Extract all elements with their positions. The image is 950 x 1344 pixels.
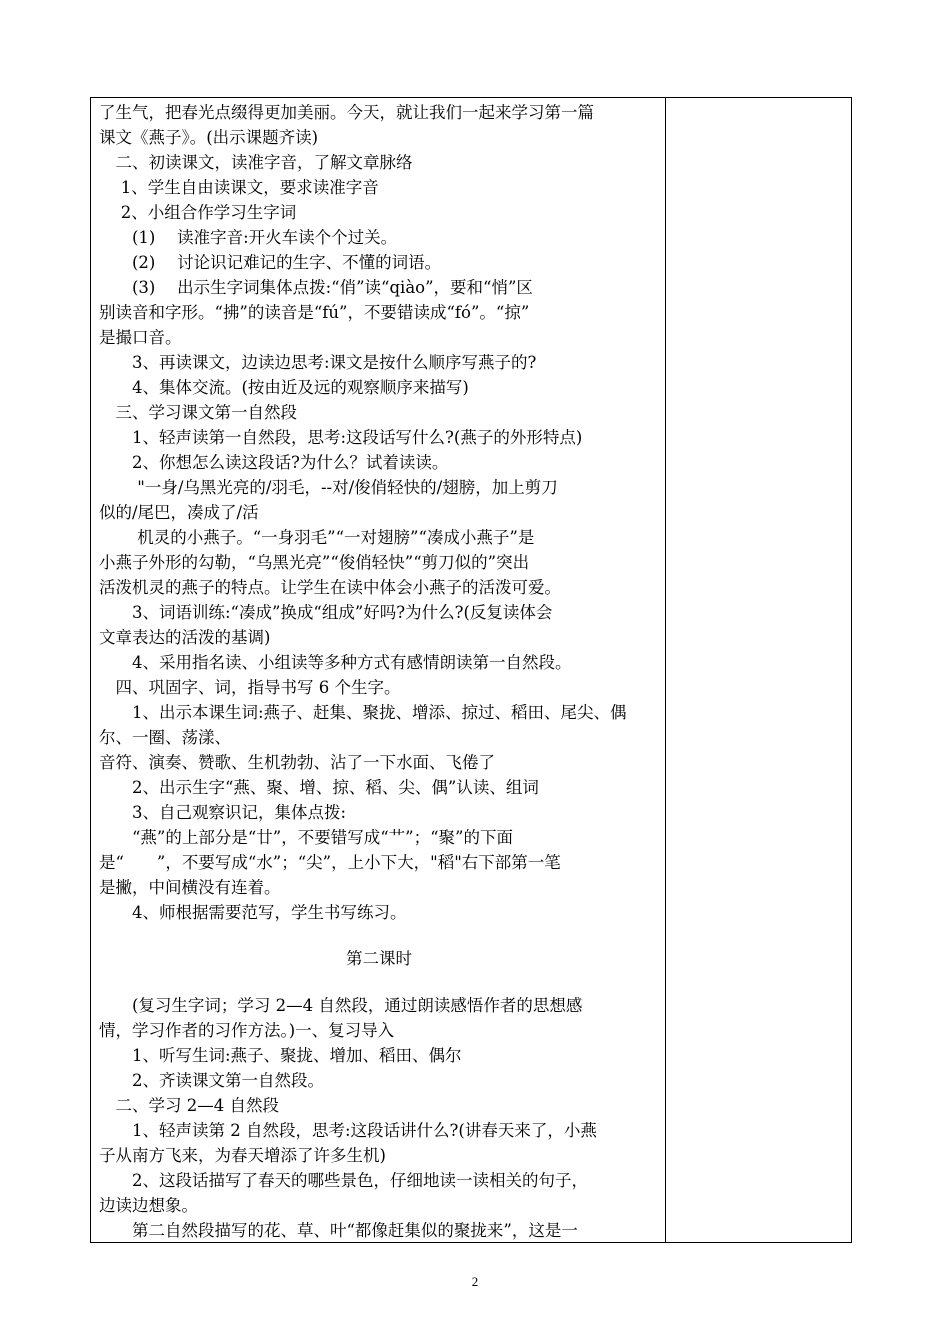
text-line: 1、学生自由读课文，要求读准字音: [99, 178, 379, 197]
text-line: 尔、一圈、荡漾、: [99, 728, 231, 747]
text-line: 三、学习课文第一自然段: [99, 403, 297, 422]
text-line: 情，学习作者的习作方法。)一、复习导入: [99, 1021, 395, 1040]
text-line: 4、集体交流。(按由近及远的观察顺序来描写): [99, 378, 469, 397]
text-line: 2、你想怎么读这段话?为什么？试着读读。: [99, 453, 449, 472]
text-line: 第二自然段描写的花、草、叶“都像赶集似的聚拢来”，这是一: [99, 1221, 578, 1240]
text-line: 别读音和字形。“拂”的读音是“fú”，不要错读成“fó”。“掠”: [99, 303, 530, 322]
text-line: 1、轻声读第 2 自然段，思考:这段话讲什么?(讲春天来了，小燕: [99, 1121, 597, 1140]
text-line: (3) 出示生字词集体点拨:“俏”读“qiào”，要和“悄”区: [99, 278, 533, 297]
page-number: 2: [471, 1274, 479, 1289]
text-line: 是撇，中间横没有连着。: [99, 878, 281, 897]
text-line: 子从南方飞来，为春天增添了许多生机): [99, 1146, 386, 1165]
text-line: 是撮口音。: [99, 328, 182, 347]
text-line: 1、轻声读第一自然段，思考:这段话写什么?(燕子的外形特点): [99, 428, 583, 447]
text-line: "一身/乌黑光亮的/羽毛，--对/俊俏轻快的/翅膀，加上剪刀: [99, 478, 558, 497]
text-line: (2) 讨论识记难记的生字、不懂的词语。: [99, 253, 442, 272]
text-line: 2、小组合作学习生字词: [99, 203, 297, 222]
text-line: 似的/尾巴，凑成了/活: [99, 503, 259, 522]
text-line: (1) 读准字音:开火车读个个过关。: [99, 228, 398, 247]
text-line: 音符、演奏、赞歌、生机勃勃、沾了一下水面、飞倦了: [99, 753, 495, 772]
lesson-plan-table: [90, 97, 852, 1243]
text-line: “燕”的上部分是“廿”，不要错写成“艹”；“聚”的下面: [99, 828, 513, 847]
text-line: 2、齐读课文第一自然段。: [99, 1071, 324, 1090]
text-line: 2、出示生字“燕、聚、增、掠、稻、尖、偶”认读、组词: [99, 778, 539, 797]
text-line: 二、学习 2—4 自然段: [99, 1096, 279, 1115]
text-line: 4、采用指名读、小组读等多种方式有感情朗读第一自然段。: [99, 653, 572, 672]
section-heading: 第二课时: [346, 949, 412, 968]
text-line: 了生气，把春光点缀得更加美丽。今天，就让我们一起来学习第一篇: [99, 103, 594, 122]
text-line: 是“ ”，不要写成“水”；“尖”，上小下大，"稻"右下部第一笔: [99, 853, 561, 872]
lesson-content-cell: [91, 98, 665, 1242]
text-line: 文章表达的活泼的基调): [99, 628, 271, 647]
text-line: 2、这段话描写了春天的哪些景色，仔细地读一读相关的句子，: [99, 1171, 588, 1190]
text-line: 机灵的小燕子。“一身羽毛”“一对翅膀”“凑成小燕子”是: [99, 528, 535, 547]
text-line: 3、词语训练:“凑成”换成“组成”好吗?为什么?(反复读体会: [99, 603, 553, 622]
text-line: 边读边想象。: [99, 1196, 198, 1215]
notes-cell: [666, 98, 851, 1242]
text-line: 3、自己观察识记，集体点拨:: [99, 803, 347, 822]
text-line: 4、师根据需要范写，学生书写练习。: [99, 903, 407, 922]
text-line: 3、再读课文，边读边思考:课文是按什么顺序写燕子的?: [99, 353, 537, 372]
text-line: 二、初读课文，读准字音，了解文章脉络: [99, 153, 413, 172]
text-line: 小燕子外形的勾勒，“乌黑光亮”“俊俏轻快”“剪刀似的”突出: [99, 553, 530, 572]
text-line: 1、听写生词:燕子、聚拢、增加、稻田、偶尔: [99, 1046, 462, 1065]
text-line: 1、出示本课生词:燕子、赶集、聚拢、增添、掠过、稻田、尾尖、偶: [99, 703, 627, 722]
text-line: 四、巩固字、词，指导书写 6 个生字。: [99, 678, 401, 697]
text-line: 课文《燕子》。(出示课题齐读): [99, 128, 319, 147]
text-line: (复习生字词；学习 2—4 自然段，通过朗读感悟作者的思想感: [99, 996, 583, 1015]
text-line: 活泼机灵的燕子的特点。让学生在读中体会小燕子的活泼可爱。: [99, 578, 561, 597]
